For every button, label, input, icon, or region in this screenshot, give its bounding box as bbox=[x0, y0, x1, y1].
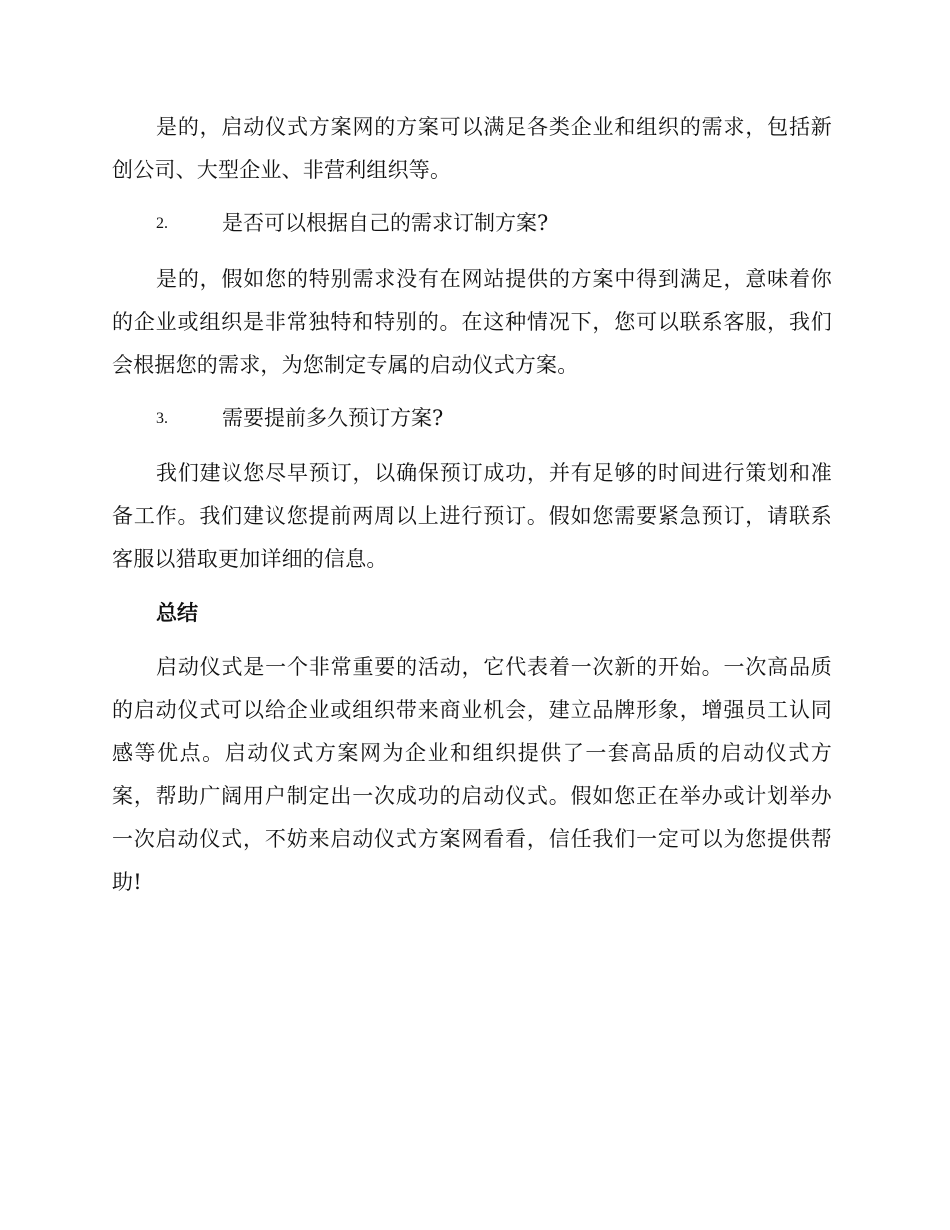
answer-paragraph-3: 我们建议您尽早预订，以确保预订成功，并有足够的时间进行策划和准备工作。我们建议您提前两周以上进行预订。假如您需要紧急预订，请联系客服以猎取更加详细的信息。 bbox=[112, 461, 832, 571]
faq-question-2: 是否可以根据自己的需求订制方案? bbox=[222, 211, 549, 235]
faq-item-3 bbox=[112, 397, 832, 440]
faq-number-2: 2. bbox=[156, 215, 168, 232]
faq-item-2 bbox=[112, 202, 832, 245]
summary-paragraph: 启动仪式是一个非常重要的活动，它代表着一次新的开始。一次高品质的启动仪式可以给企业或组织带来商业机会，建立品牌形象，增强员工认同感等优点。启动仪式方案网为企业和组织提供了一套高品质的启动仪式方案，帮助广阔用户制定出一次成功的启动仪式。假如您正在举办或计划举办一次启动仪式，不妨来启动仪式方案网看看，信任我们一定可以为您提供帮助! bbox=[112, 655, 832, 894]
answer-paragraph-2: 是的，假如您的特别需求没有在网站提供的方案中得到满足，意味着你的企业或组织是非常独特和特别的。在这种情况下，您可以联系客服，我们会根据您的需求，为您制定专属的启动仪式方案。 bbox=[112, 267, 832, 377]
summary-heading: 总结 bbox=[156, 601, 198, 625]
faq-number-3: 3. bbox=[156, 410, 168, 427]
answer-paragraph-1: 是的，启动仪式方案网的方案可以满足各类企业和组织的需求，包括新创公司、大型企业、非营利组织等。 bbox=[112, 115, 832, 182]
faq-question-3: 需要提前多久预订方案? bbox=[222, 406, 444, 430]
